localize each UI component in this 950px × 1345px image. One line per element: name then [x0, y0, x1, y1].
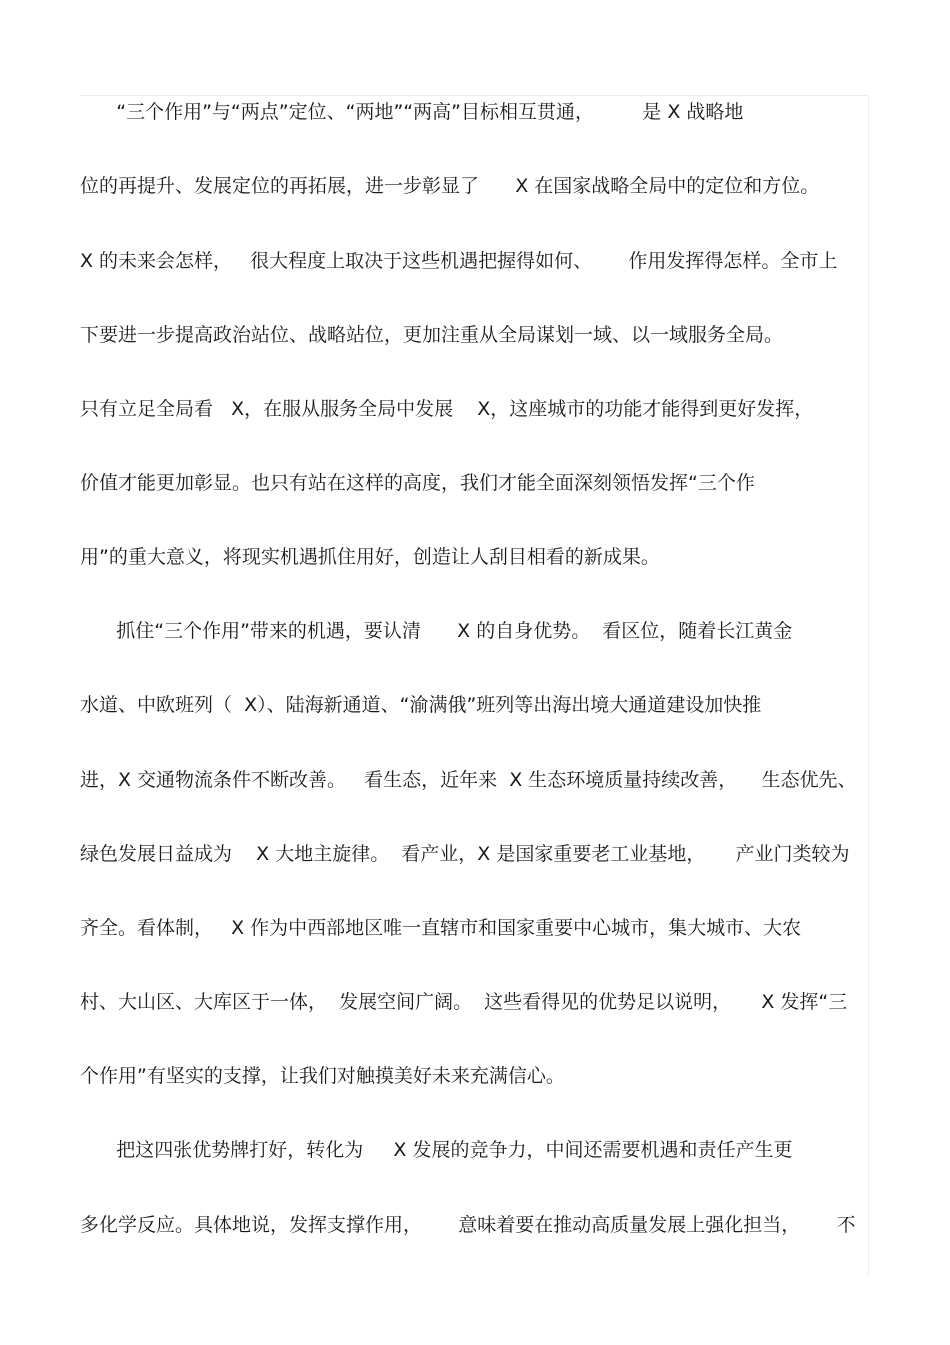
body-line: 用”的重大意义，将现实机遇抓住用好，创造让人刮目相看的新成果。	[80, 546, 660, 568]
body-line: X 的未来会怎样， 很大程度上取决于这些机遇把握得如何、 作用发挥得怎样。全市上	[80, 250, 838, 272]
body-line: 只有立足全局看 X，在服从服务全局中发展 X，这座城市的功能才能得到更好发挥，	[80, 398, 814, 420]
page-border-right	[868, 95, 869, 1275]
body-line: 位的再提升、发展定位的再拓展，进一步彰显了 X 在国家战略全局中的定位和方位。	[80, 175, 820, 197]
body-line: 抓住“三个作用”带来的机遇，要认清 X 的自身优势。 看区位，随着长江黄金	[80, 620, 793, 642]
body-line: 价值才能更加彰显。也只有站在这样的高度，我们才能全面深刻领悟发挥“三个作	[80, 472, 755, 494]
page-border-top	[80, 95, 868, 96]
body-line: 齐全。看体制， X 作为中西部地区唯一直辖市和国家重要中心城市，集大城市、大农	[80, 917, 802, 939]
body-line: 进，X 交通物流条件不断改善。 看生态，近年来 X 生态环境质量持续改善， 生态优先、	[80, 769, 857, 791]
body-line: 把这四张优势牌打好，转化为 X 发展的竞争力，中间还需要机遇和责任产生更	[80, 1139, 793, 1161]
body-line: 下要进一步提高政治站位、战略站位，更加注重从全局谋划一域、以一域服务全局。	[80, 324, 784, 346]
body-line: 绿色发展日益成为 X 大地主旋律。 看产业，X 是国家重要老工业基地， 产业门类较为	[80, 843, 850, 865]
body-line: 多化学反应。具体地说，发挥支撑作用， 意味着要在推动高质量发展上强化担当， 不	[80, 1214, 856, 1236]
body-line: “三个作用”与“两点”定位、“两地”“两高”目标相互贯通， 是 X 战略地	[80, 101, 744, 123]
body-line: 水道、中欧班列（ X）、陆海新通道、“渝满俄”班列等出海出境大通道建设加快推	[80, 694, 762, 716]
body-line: 村、大山区、大库区于一体， 发展空间广阔。 这些看得见的优势足以说明， X 发挥“三	[80, 991, 848, 1013]
body-line: 个作用”有坚实的支撑，让我们对触摸美好未来充满信心。	[80, 1065, 565, 1087]
